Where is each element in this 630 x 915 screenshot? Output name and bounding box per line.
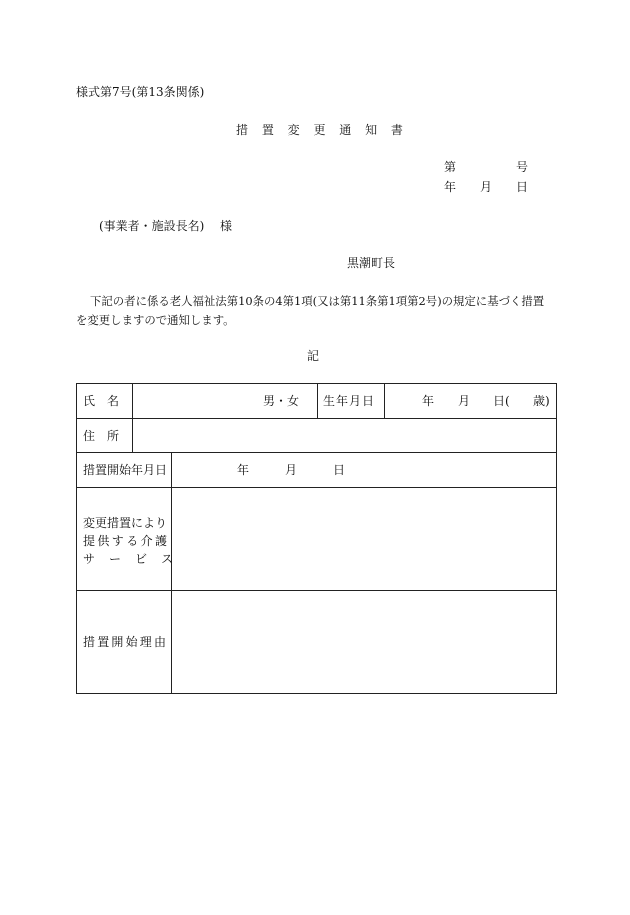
service-label-line-3: サービス <box>83 552 188 566</box>
body-text-line-1: 下記の者に係る老人福祉法第10条の4第1項(又は第11条第1項第2号)の規定に基づく措置 <box>90 294 545 308</box>
start-year: 年 <box>237 463 250 477</box>
start-month: 月 <box>285 463 298 477</box>
address-label: 住 所 <box>83 429 120 443</box>
recipient-suffix: 様 <box>220 219 233 233</box>
service-label-line-1: 変更措置により <box>83 516 168 530</box>
service-label-line-2: 提供する介護 <box>83 534 170 548</box>
number-prefix: 第 <box>444 160 457 174</box>
start-date-label: 措置開始年月日 <box>83 463 168 477</box>
date-day: 日 <box>516 180 529 194</box>
ki-marker: 記 <box>307 349 320 363</box>
number-suffix: 号 <box>516 160 529 174</box>
form-number: 様式第7号(第13条関係) <box>76 85 205 99</box>
date-month: 月 <box>480 180 493 194</box>
birth-date-label: 生年月日 <box>323 394 376 408</box>
document-title: 措 置 変 更 通 知 書 <box>236 123 408 137</box>
body-text-line-2: を変更しますので通知します。 <box>76 313 235 327</box>
name-label: 氏 名 <box>83 394 120 408</box>
start-day: 日 <box>333 463 346 477</box>
birth-age: 歳) <box>533 394 550 408</box>
details-table <box>76 383 557 694</box>
reason-label: 措置開始理由 <box>83 635 169 649</box>
gender-options[interactable]: 男・女 <box>263 394 300 408</box>
recipient: (事業者・施設長名) <box>99 219 205 233</box>
date-year: 年 <box>444 180 457 194</box>
birth-year: 年 <box>422 394 435 408</box>
service-label <box>83 514 187 568</box>
birth-day: 日( <box>493 394 510 408</box>
birth-month: 月 <box>458 394 471 408</box>
issuer: 黒潮町長 <box>347 256 396 270</box>
